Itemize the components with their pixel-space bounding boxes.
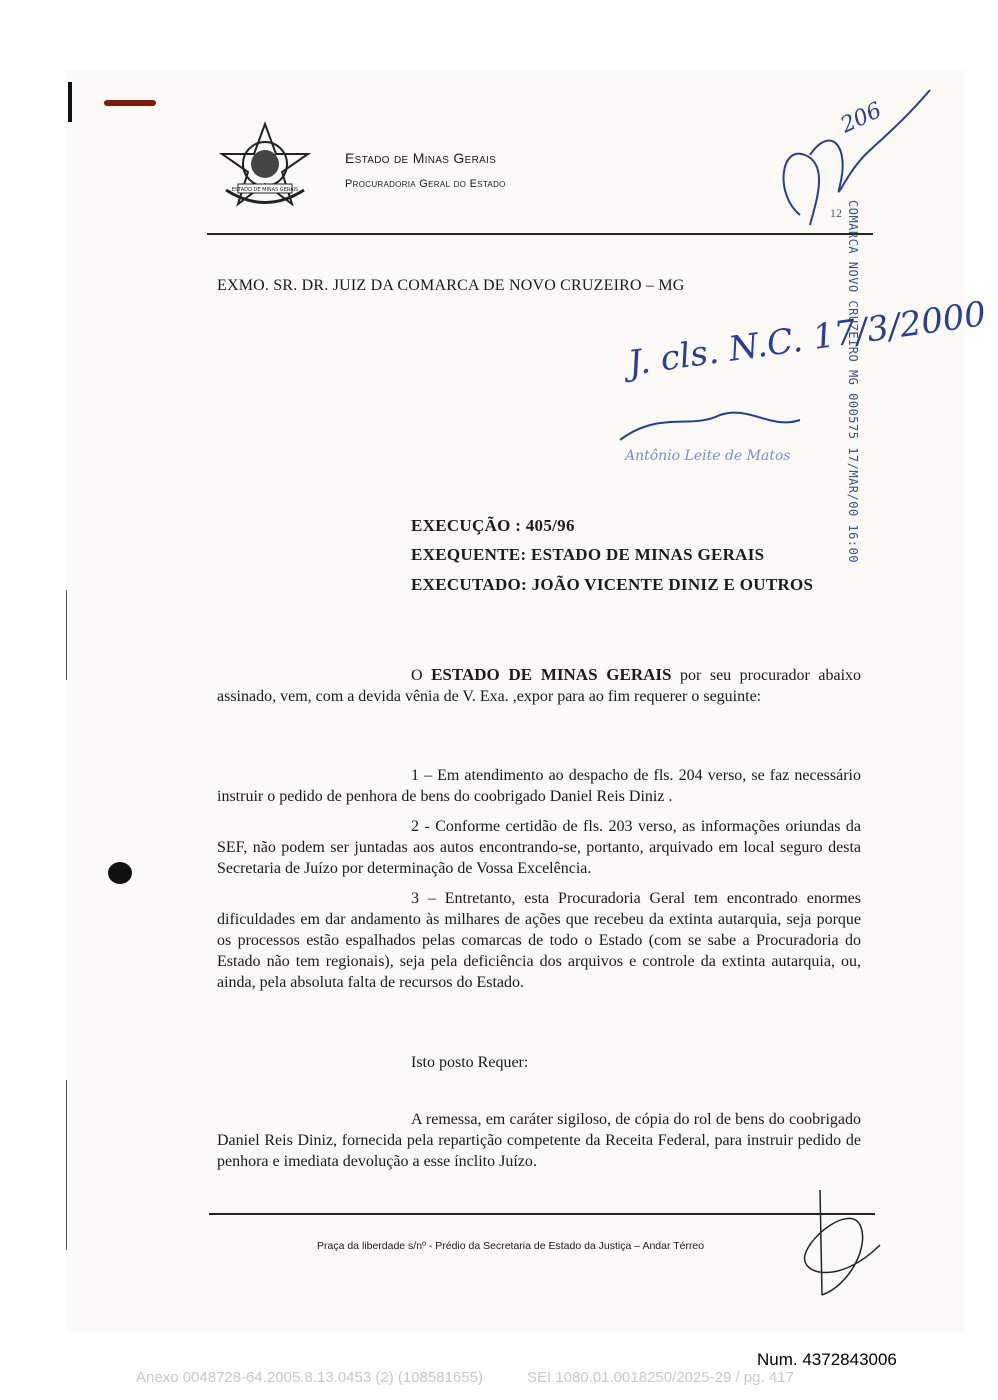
scan-margin-line (66, 590, 67, 680)
judge-stamp: Antônio Leite de Matos (625, 448, 791, 464)
intro-pre: O (411, 667, 423, 684)
footer-address: Praça da liberdade s/nº - Prédio da Secretaria de Estado da Justiça – Andar Térreo (317, 1240, 705, 1252)
seal-text: ESTADO DE MINAS GERAIS (231, 187, 299, 193)
requer-line (217, 1052, 861, 1073)
paragraph-3-text: 3 – Entretanto, esta Procuradoria Geral tem encontrado enormes dificuldades em dar andamento às milhares de ações que recebeu da extinta autarquia, seja porque os processos estão espalhados pelas comarcas de todo o Estado (com se sabe a Procuradoria do Estado não tem regionais), seja pela deficiência dos arquivos e controle da extinta autarquia, ou, ainda, pela absoluta falta de recursos do Estado. (217, 890, 861, 991)
paragraph-3 (217, 888, 861, 993)
scan-mark (104, 100, 156, 106)
paragraph-2 (217, 816, 861, 879)
addressee: EXMO. SR. DR. JUIZ DA COMARCA DE NOVO CRUZEIRO – MG (217, 277, 685, 294)
requer-text: Isto posto Requer: (411, 1054, 529, 1071)
handwritten-number: 206 (836, 98, 886, 139)
ink-blot (108, 862, 132, 884)
header-title: Estado de Minas Gerais (345, 150, 497, 166)
intro-rest: por seu procurador abaixo assinado, vem, com a devida vênia de V. Exa. ,expor para ao fim requerer o seguinte: (217, 667, 862, 705)
coat-of-arms-seal-icon (216, 120, 314, 212)
paragraph-1 (217, 765, 861, 807)
annex-line (136, 1369, 794, 1386)
document-number: Num. 4372843006 (757, 1350, 897, 1369)
case-execucao: EXECUÇÃO : 405/96 (411, 516, 575, 535)
intro-paragraph (217, 664, 861, 707)
annex-right: SEI 1080.01.0018250/2025-29 / pg. 417 (526, 1369, 794, 1386)
paragraph-4-text: A remessa, em caráter sigiloso, de cópia do rol de bens do coobrigado Daniel Reis Diniz, fornecida pela repartição competente da Receita Federal, para instruir pedido de penhora e imediata devolução a esse ínclito Juízo. (217, 1111, 861, 1170)
paragraph-1-text: 1 – Em atendimento ao despacho de fls. 204 verso, se faz necessário instruir o pedido de penhora de bens do coobrigado Daniel Reis Diniz . (217, 767, 861, 805)
protocol-stamp: COMARCA NOVO CRUZEIRO MG 000575 17/MAR/00 16:00 (846, 200, 860, 564)
paragraph-2-text: 2 - Conforme certidão de fls. 203 verso, as informações oriundas da SEF, não podem ser juntadas aos autos encontrando-se, portanto, arquivado em local seguro desta Secretaria de Juízo por determinação de Vossa Excelência. (217, 818, 861, 877)
intro-bold: ESTADO DE MINAS GERAIS (431, 665, 672, 684)
scan-mark (68, 82, 72, 122)
footer-divider (209, 1213, 875, 1215)
case-executado: EXECUTADO: JOÃO VICENTE DINIZ E OUTROS (411, 575, 814, 594)
page-number: 12 (830, 206, 842, 220)
header-subtitle: Procuradoria Geral do Estado (345, 178, 506, 190)
paragraph-4 (217, 1109, 861, 1172)
case-exequente: EXEQUENTE: ESTADO DE MINAS GERAIS (411, 545, 765, 564)
handwritten-signature-bottom (800, 1185, 890, 1305)
annex-left: Anexo 0048728-64.2005.8.13.0453 (2) (108581655) (136, 1369, 483, 1386)
handwritten-note: J. cls. N.C. 17/3/2000 (625, 294, 989, 384)
scan-margin-line (66, 1080, 67, 1250)
